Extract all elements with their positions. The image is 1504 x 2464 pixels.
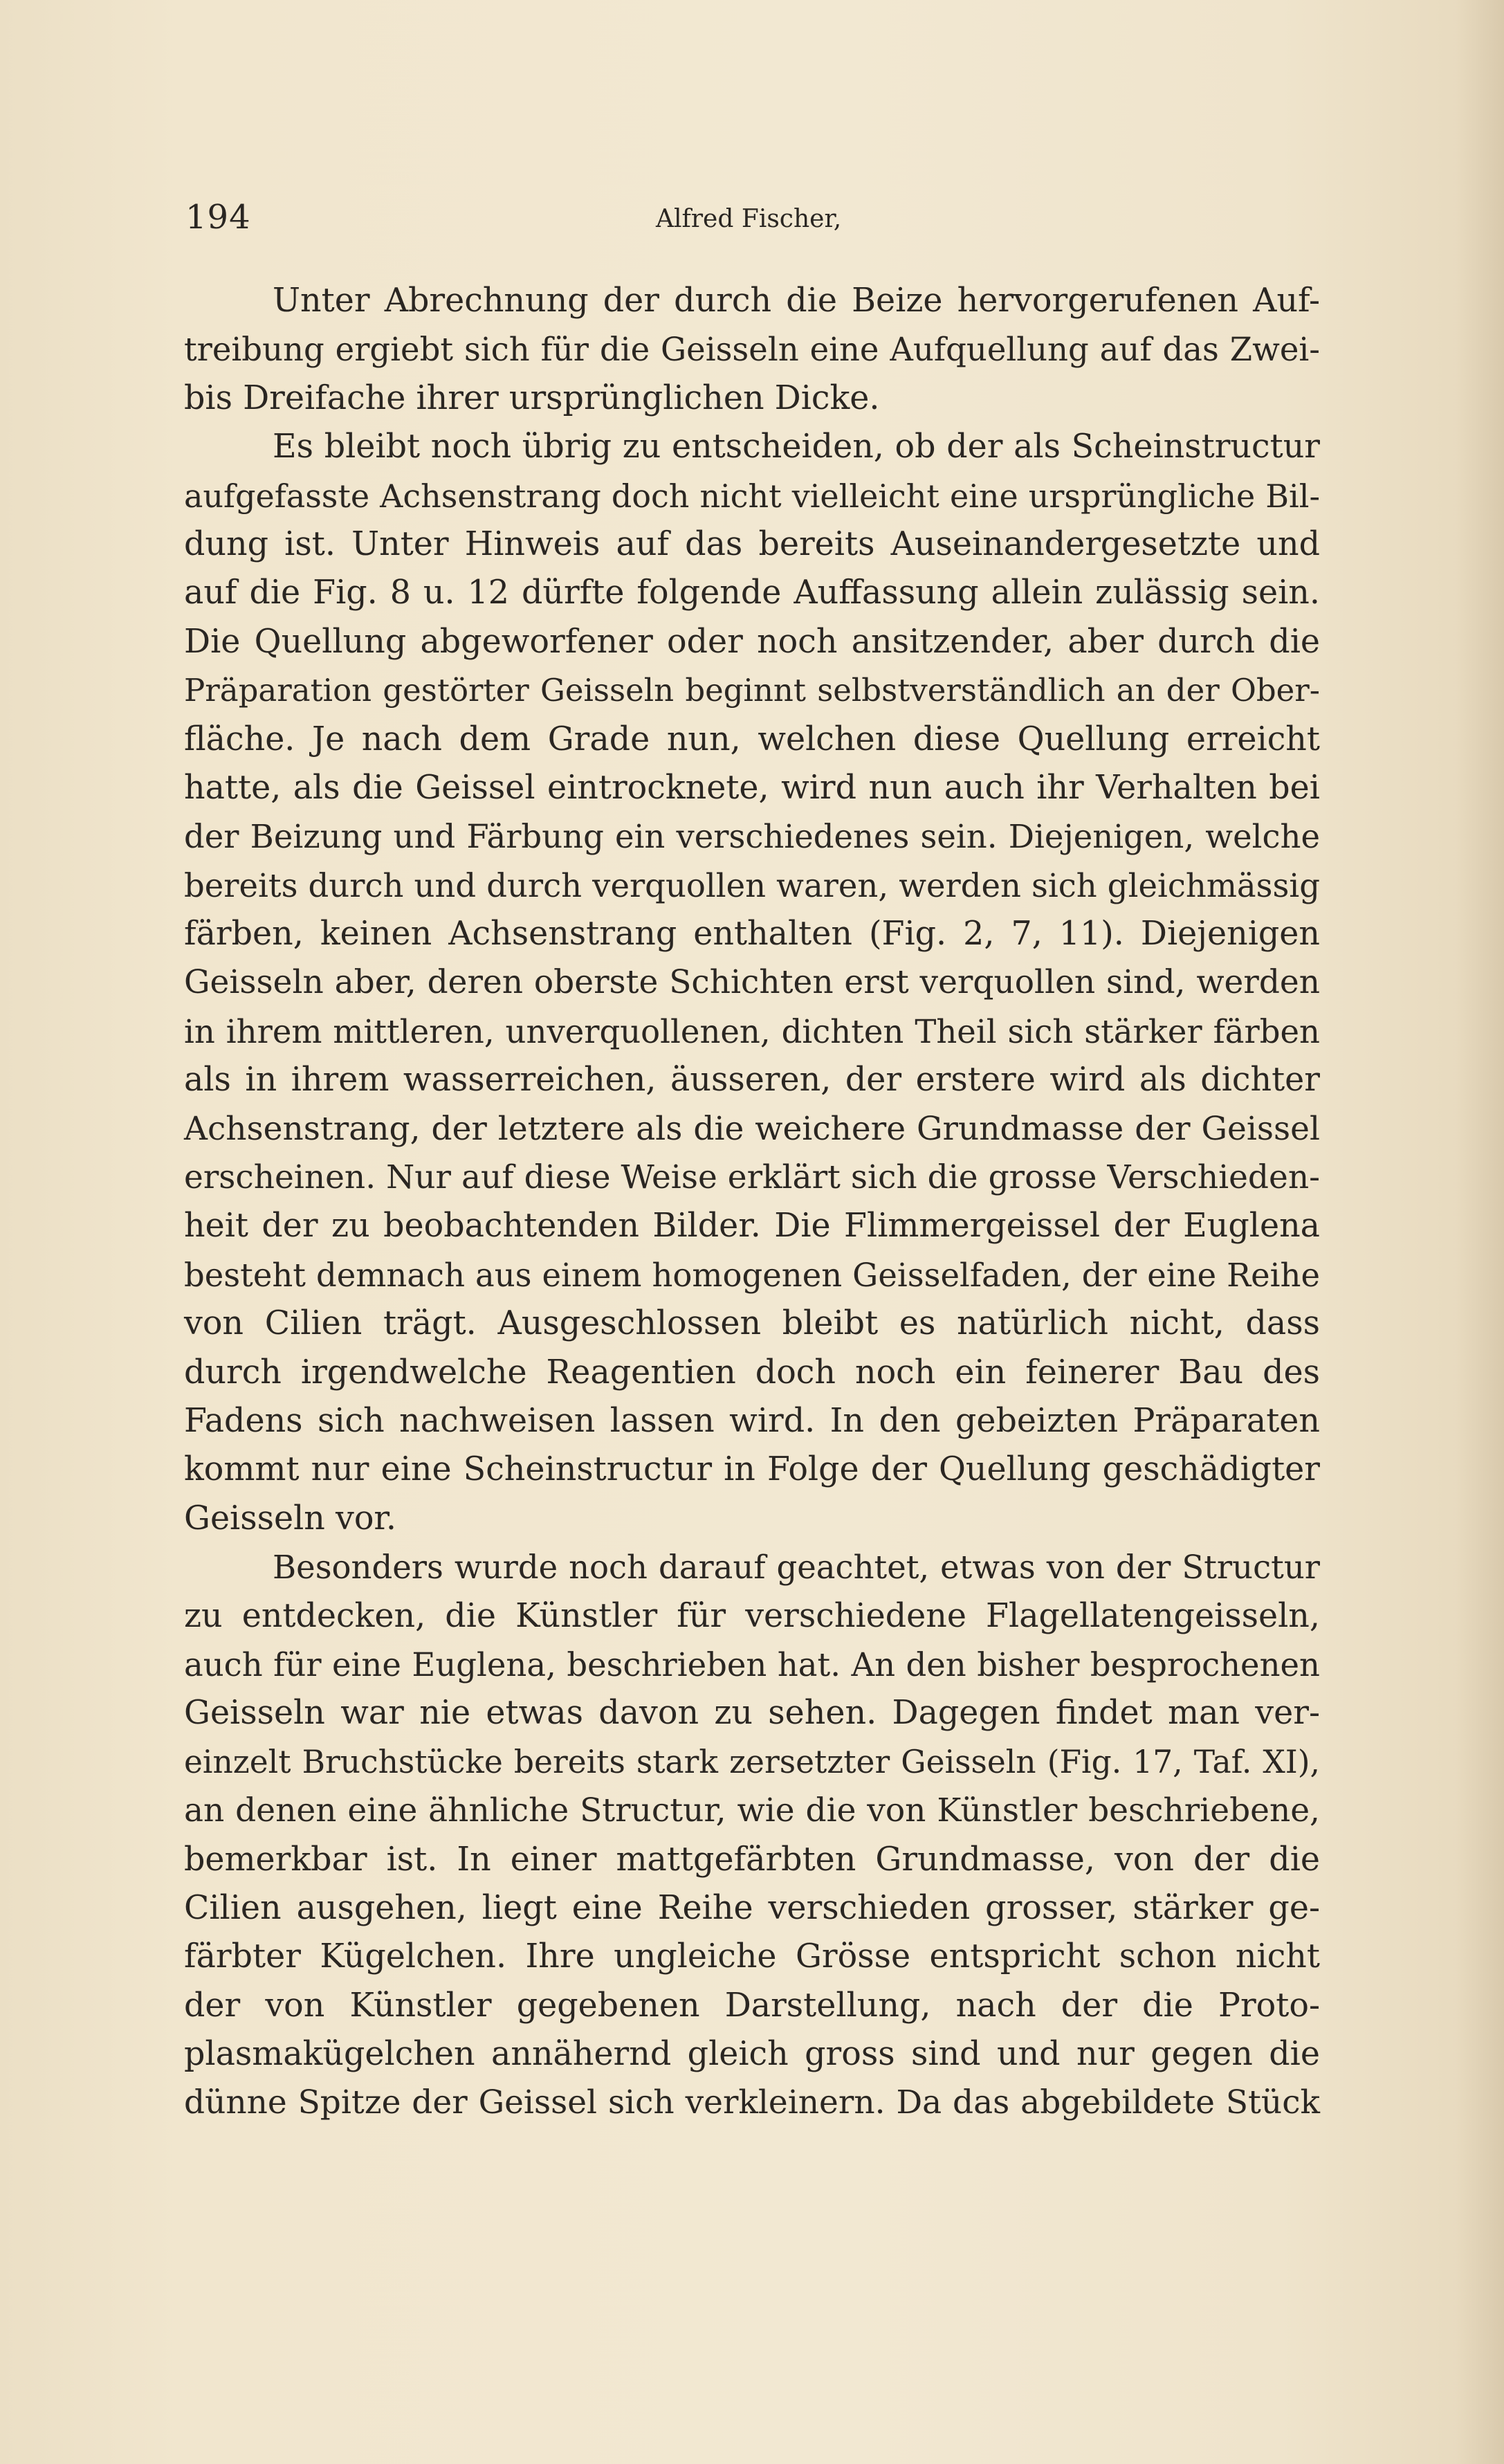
text-line: der Beizung und Färbung ein verschiedenes sein. Diejenigen, welche xyxy=(184,818,1320,856)
text-line: bis Dreifache ihrer ursprünglichen Dicke. xyxy=(184,378,880,417)
text-line: aufgefasste Achsenstrang doch nicht vielleicht eine ursprüngliche Bil- xyxy=(184,477,1320,515)
text-line: Geisseln aber, deren oberste Schichten erst verquollen sind, werden xyxy=(184,963,1320,1002)
text-line: Es bleibt noch übrig zu entscheiden, ob der als Scheinstructur xyxy=(273,428,1320,466)
text-line: fläche. Je nach dem Grade nun, welchen diese Quellung erreicht xyxy=(184,720,1320,758)
text-line: zu entdecken, die Künstler für verschiedene Flagellatengeisseln, xyxy=(184,1596,1320,1635)
text-line: besteht demnach aus einem homogenen Geisselfaden, der eine Reihe xyxy=(184,1256,1320,1294)
text-line: färbter Kügelchen. Ihre ungleiche Grösse entspricht schon nicht xyxy=(184,1937,1320,1976)
text-line: Achsenstrang, der letztere als die weichere Grundmasse der Geissel xyxy=(184,1109,1320,1148)
text-line: als in ihrem wasserreichen, äusseren, der erstere wird als dichter xyxy=(184,1061,1320,1099)
text-line: dünne Spitze der Geissel sich verkleinern. Da das abgebildete Stück xyxy=(184,2083,1320,2122)
text-line: erscheinen. Nur auf diese Weise erklärt sich die grosse Verschieden- xyxy=(184,1158,1320,1197)
text-line: Besonders wurde noch darauf geachtet, etwas von der Structur xyxy=(273,1549,1320,1587)
text-line: Geisseln war nie etwas davon zu sehen. Dagegen findet man ver- xyxy=(184,1694,1320,1733)
text-line: Fadens sich nachweisen lassen wird. In den gebeizten Präparaten xyxy=(184,1401,1320,1440)
text-line: an denen eine ähnliche Structur, wie die von Künstler beschriebene, xyxy=(184,1791,1320,1830)
text-line: dung ist. Unter Hinweis auf das bereits Auseinandergesetzte und xyxy=(184,524,1320,563)
running-head: Alfred Fischer, xyxy=(656,205,842,233)
text-line: heit der zu beobachtenden Bilder. Die Flimmergeissel der Euglena xyxy=(184,1207,1320,1245)
text-line: Die Quellung abgeworfener oder noch ansitzender, aber durch die xyxy=(184,622,1320,661)
text-line: auf die Fig. 8 u. 12 dürfte folgende Auffassung allein zulässig sein. xyxy=(184,574,1320,612)
text-line: hatte, als die Geissel eintrocknete, wird nun auch ihr Verhalten bei xyxy=(184,768,1320,807)
text-line: durch irgendwelche Reagentien doch noch ein feinerer Bau des xyxy=(184,1353,1320,1391)
text-line: bemerkbar ist. In einer mattgefärbten Grundmasse, von der die xyxy=(184,1840,1320,1879)
text-line: Präparation gestörter Geisseln beginnt selbstverständlich an der Ober- xyxy=(184,672,1320,709)
text-line: bereits durch und durch verquollen waren, werden sich gleichmässig xyxy=(184,866,1320,904)
text-line: färben, keinen Achsenstrang enthalten (Fig. 2, 7, 11). Diejenigen xyxy=(184,915,1320,953)
body-text xyxy=(184,277,1320,2128)
text-line: plasmakügelchen annähernd gleich gross sind und nur gegen die xyxy=(184,2035,1320,2074)
text-line: Unter Abrechnung der durch die Beize hervorgerufenen Auf- xyxy=(273,282,1320,320)
text-line: treibung ergiebt sich für die Geisseln eine Aufquellung auf das Zwei- xyxy=(184,331,1320,369)
text-line: Geisseln vor. xyxy=(184,1499,397,1537)
page-number: 194 xyxy=(185,198,251,237)
text-line: in ihrem mittleren, unverquollenen, dichten Theil sich stärker färben xyxy=(184,1012,1320,1050)
text-line: kommt nur eine Scheinstructur in Folge der Quellung geschädigter xyxy=(184,1450,1320,1489)
text-line: auch für eine Euglena, beschrieben hat. An den bisher besprochenen xyxy=(184,1645,1320,1683)
text-line: Cilien ausgehen, liegt eine Reihe verschieden grosser, stärker ge- xyxy=(184,1888,1320,1927)
text-line: der von Künstler gegebenen Darstellung, nach der die Proto- xyxy=(184,1986,1320,2025)
text-line: von Cilien trägt. Ausgeschlossen bleibt es natürlich nicht, dass xyxy=(184,1304,1320,1343)
page-header xyxy=(185,198,1320,246)
text-line: einzelt Bruchstücke bereits stark zersetzter Geisseln (Fig. 17, Taf. XI), xyxy=(184,1743,1320,1780)
